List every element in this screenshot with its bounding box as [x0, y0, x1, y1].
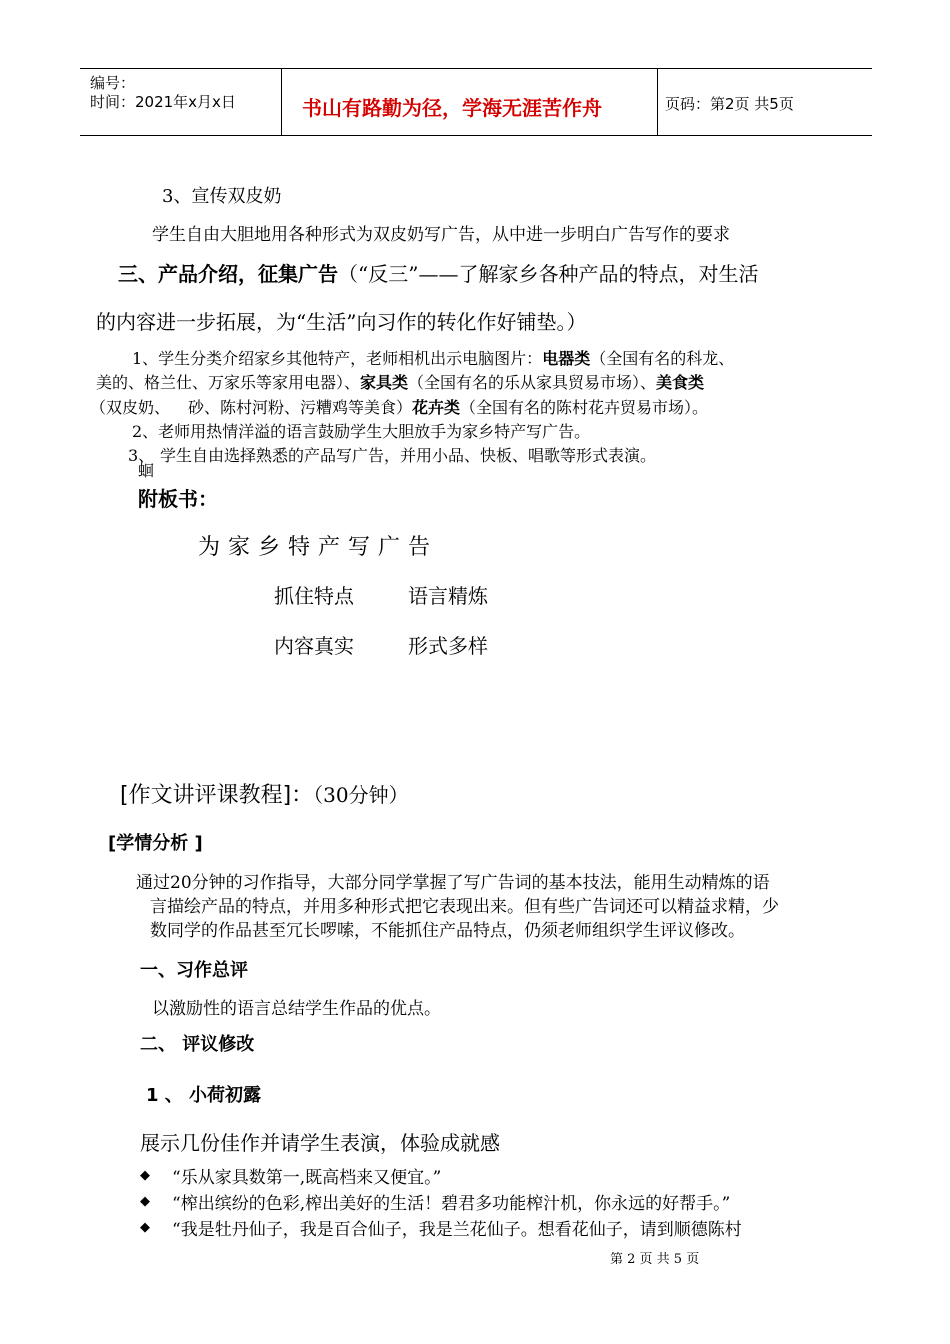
s1-body: 以激励性的语言总结学生作品的优点。: [152, 999, 441, 1019]
bullet-item-1: “乐从家具数第一,既高档来又便宜。”: [172, 1168, 442, 1188]
s2-intro: 展示几份佳作并请学生表演，体验成就感: [140, 1131, 500, 1155]
board-title: 附板书：: [138, 487, 218, 511]
p1-line3-text: （双皮奶、: [90, 398, 171, 417]
section3-heading-bold: 三、产品介绍，征集广告: [118, 262, 338, 286]
analysis-line3: 数同学的作品甚至冗长啰嗦，不能抓住产品特点，仍须老师组织学生评议修改。: [150, 921, 745, 941]
diamond-bullet-icon: ◆: [140, 1220, 150, 1235]
header-top-rule: [80, 68, 872, 69]
p1-line2-text: 美的、格兰仕、万家乐等家用电器）、: [96, 373, 361, 392]
bullet-item-2: “榨出缤纷的色彩,榨出美好的生活！碧君多功能榨汁机，你永远的好帮手。”: [172, 1194, 731, 1214]
footer-page-number: 第 2 页 共 5 页: [610, 1252, 700, 1267]
category-appliances: 电器类: [542, 349, 591, 368]
p1-line3: [90, 395, 708, 418]
item3-body: 学生自由大胆地用各种形式为双皮奶写广告，从中进一步明白广告写作的要求: [152, 225, 730, 245]
analysis-line1: 通过20分钟的习作指导，大部分同学掌握了写广告词的基本技法，能用生动精炼的语: [136, 873, 770, 893]
header-code-label: 编号：: [90, 74, 136, 92]
item3-title: 3、宣传双皮奶: [162, 186, 282, 207]
p1-line1: [132, 346, 734, 369]
section3-heading-rest: （“反三”——了解家乡各种产品的特点，对生活: [338, 262, 759, 286]
header-divider-left: [281, 68, 282, 135]
s2-title: 二、 评议修改: [140, 1034, 255, 1055]
category-flowers: 花卉类: [412, 398, 461, 417]
section3-heading-line2: 的内容进一步拓展，为“生活”向习作的转化作好铺垫。）: [96, 310, 587, 334]
board-main: 为家乡特产写广告: [198, 535, 439, 560]
p1-line3-tail: （全国有名的陈村花卉贸易市场）。: [460, 398, 709, 417]
board-row1-b: 语言精炼: [408, 584, 488, 608]
p3-number: 3、: [128, 446, 155, 465]
analysis-line2: 言描绘产品的特点，并用多种形式把它表现出来。但有些广告词还可以精益求精，少: [150, 897, 779, 917]
header-page-info: 页码：第2页 共5页: [665, 95, 794, 113]
p1-line1-text: 1、学生分类介绍家乡其他特产，老师相机出示电脑图片：: [132, 349, 543, 368]
board-row2-a: 内容真实: [274, 634, 354, 658]
p3-overlap-char: 蛔: [138, 461, 155, 480]
board-row2-b: 形式多样: [408, 634, 488, 658]
p1-line1-tail: （全国有名的科龙、: [590, 349, 735, 368]
bullet-item-3: “我是牡丹仙子，我是百合仙子，我是兰花仙子。想看花仙子，请到顺德陈村: [172, 1220, 742, 1240]
category-furniture: 家具类: [360, 373, 409, 392]
lesson-title-text: [作文讲评课教程]：: [120, 783, 314, 808]
diamond-bullet-icon: ◆: [140, 1194, 150, 1209]
p1-line2: [96, 370, 704, 393]
header-motto: 书山有路勤为径，学海无涯苦作舟: [302, 96, 602, 120]
section3-heading: [118, 258, 758, 287]
lesson-title: [120, 778, 409, 809]
s1-title: 一、习作总评: [140, 960, 248, 981]
s2-subtitle: 1 、 小荷初露: [146, 1085, 262, 1106]
header-time-label: 时间：2021年x月x日: [90, 93, 236, 111]
p2: 2、老师用热情洋溢的语言鼓励学生大胆放手为家乡特产写广告。: [132, 422, 591, 441]
p3: 学生自由选择熟悉的产品写广告，并用小品、快板、唱歌等形式表演。: [160, 446, 657, 465]
diamond-bullet-icon: ◆: [140, 1168, 150, 1183]
header-divider-right: [657, 68, 658, 135]
p1-line2-mid: （全国有名的乐从家具贸易市场）、: [408, 373, 657, 392]
board-row1-a: 抓住特点: [274, 584, 354, 608]
category-food: 美食类: [656, 373, 705, 392]
header-bottom-rule: [80, 135, 872, 136]
p1-line3-mid: 砂、陈村河粉、污糟鸡等美食）: [188, 398, 413, 417]
analysis-title: [学情分析 ]: [108, 833, 203, 854]
lesson-duration: （30分钟）: [313, 783, 409, 807]
